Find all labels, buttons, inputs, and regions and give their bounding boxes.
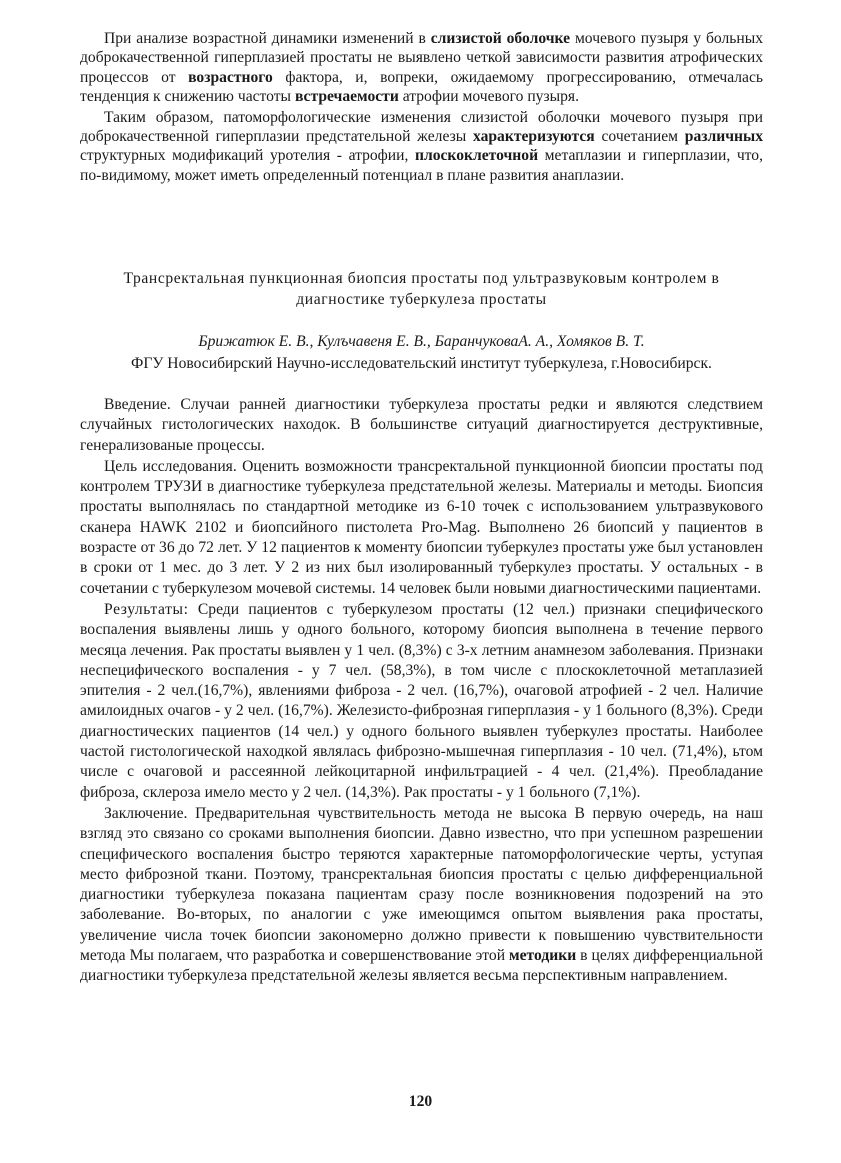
- article-institute: ФГУ Новосибирский Научно-исследовательский институт туберкулеза, г.Новосибирск.: [131, 355, 712, 372]
- page-number: 120: [408, 1093, 433, 1110]
- paragraph-aim-methods: Цель исследования. Оценить возможности трансректальной пункционной биопсии простаты под контролем ТРУЗИ в диагностике туберкулеза предстательной железы. Материалы и методы. Биопсия простаты выполнялась по стандартной методике из 6-10 точек с использованием ультразвукового сканера HAWK 2102 и биопсийного пистолета Pro-Mag. Выполнено 26 биопсий у пациентов в возрасте от 36 до 72 лет. У 12 пациентов к моменту биопсии туберкулез простаты уже был установлен в сроки от 1 мес. до 3 лет. У 2 из них был изолированный туберкулез простаты. У остальных - в сочетании с туберкулезом мочевой системы. 14 человек были новыми диагностическими пациентами.: [80, 457, 763, 597]
- bold-term: характеризуются: [472, 128, 595, 146]
- article-title: Трансректальная пункционная биопсия простаты под ультразвуковым контролем в диагностике туберкулеза простаты: [123, 270, 720, 308]
- bold-term: встречаемости: [294, 88, 399, 106]
- bold-term: методики: [509, 947, 577, 965]
- results-label: Результаты:: [104, 600, 189, 618]
- paragraph-age-dynamics: При анализе возрастной динамики изменений в слизистой оболочке мочевого пузыря у больных доброкачественной гиперплазией простаты не выявлено четкой зависимости развития атрофических процессов от возрастного фактора, и, вопреки, ожидаемому прогрессированию, отмечалась тенденция к снижению частоты встречаемости атрофии мочевого пузыря.: [80, 30, 764, 106]
- article-authors: Брижатюк Е. В., Кулъчавеня Е. В., БаранчуковаА. А., Хомяков В. Т.: [198, 333, 645, 350]
- bold-term: плоскоклеточной: [414, 147, 539, 165]
- paragraph-conclusion: Заключение. Предварительная чувствительность метода не высока В первую очередь, на наш взгляд это связано со сроками выполнения биопсии. Давно известно, что при успешном разрешении специфического воспаления быстро теряются характерные патоморфологические черты, уступая место фиброзной ткани. Поэтому, трансректальная биопсия простаты с целью дифференциальной диагностики туберкулеза показана пациентам сразу после возникновения подозрений на это заболевание. Во-вторых, по аналогии с уже имеющимся опытом выявления рака простаты, увеличение числа точек биопсии закономерно должно привести к повышению чувствительности метода Мы полагаем, что разработка и совершенствование этой методики в целях дифференциальной диагностики туберкулеза предстательной железы является весьма перспективным направлением.: [80, 804, 763, 985]
- bold-term: возрастного: [188, 68, 273, 86]
- bold-term: слизистой оболочке: [430, 30, 571, 47]
- paragraph-introduction: Введение. Случаи ранней диагностики туберкулеза простаты редки и являются следствием случайных гистологических находок. В большинстве ситуаций диагностируется деструктивные, генерализованые процессы.: [80, 396, 763, 454]
- article-body: [80, 395, 763, 987]
- paragraph-results: Результаты: Среди пациентов с туберкулезом простаты (12 чел.) признаки специфического воспаления выявлены лишь у одного больного, которому биопсия выполнена в течение первого месяца лечения. Рак простаты выявлен у 1 чел. (8,3%) с 3-х летним анамнезом заболевания. Признаки неспецифического воспаления - у 7 чел. (58,3%), в том числе с плоскоклеточной метаплазией эпителия - 2 чел.(16,7%), явлениями фиброза - 2 чел. (16,7%), очаговой атрофией - 2 чел. Наличие амилоидных очагов - у 2 чел. (16,7%). Железисто-фиброзная гиперплазия - у 1 больного (8,3%). Среди диагностических пациентов (14 чел.) у одного больного выявлен туберкулез простаты. Наиболее частой гистологической находкой являлась фиброзно-мышечная гиперплазия - 10 чел. (71,4%), ьтом числе с очаговой и рассеянной лейкоцитарной инфильтрацией - 4 чел. (21,4%). Преобладание фиброза, склероза имело место у 2 чел. (14,3%). Рак простаты - у 1 больного (7,1%).: [80, 600, 763, 801]
- previous-article-ending: [80, 29, 763, 185]
- bold-term: различных: [684, 128, 763, 146]
- paragraph-summary: Таким образом, патоморфологические изменения слизистой оболочки мочевого пузыря при доброкачественной гиперплазии предстательной железы характеризуются сочетанием различных структурных модификаций уротелия - атрофии, плоскоклеточной метаплазии и гиперплазии, что, по-видимому, может иметь определенный потенциал в плане развития анаплазии.: [80, 108, 763, 184]
